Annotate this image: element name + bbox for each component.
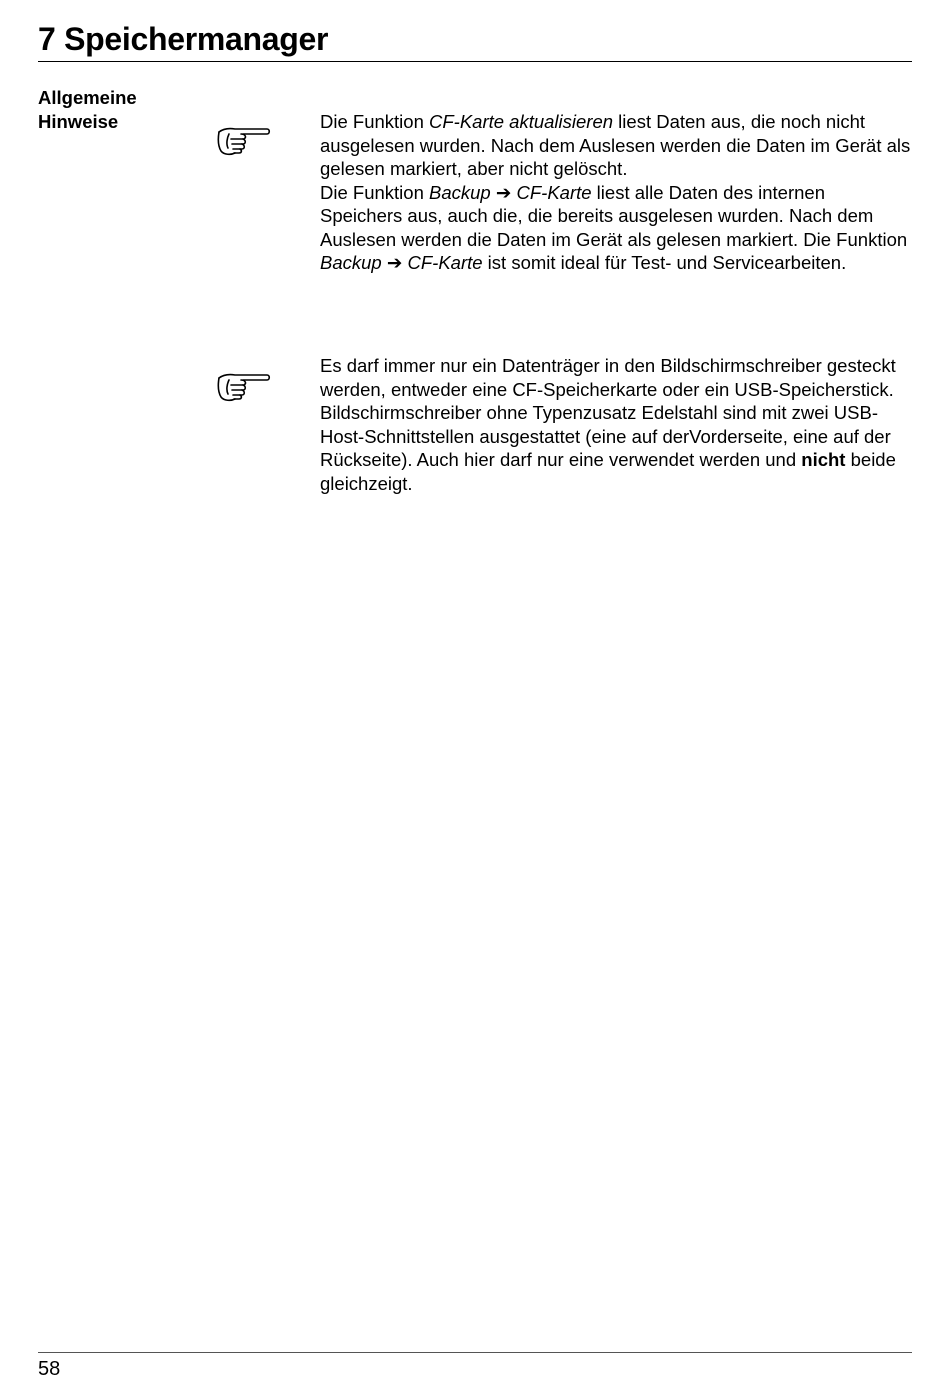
section-side-heading	[38, 86, 188, 133]
menu-term: CF-Karte	[516, 181, 592, 203]
pointing-hand-icon	[217, 126, 271, 156]
pointing-hand-icon	[217, 372, 271, 402]
emphasis: nicht	[801, 449, 846, 470]
note-1-text	[320, 110, 912, 275]
chapter-title: 7 Speichermanager	[38, 21, 329, 57]
side-heading-line-1: Allgemeine	[38, 87, 137, 108]
note-2-text	[320, 354, 912, 495]
footer-rule	[38, 1352, 912, 1353]
menu-term: CF-Karte aktualisieren	[429, 111, 614, 132]
page-number: 58	[38, 1358, 61, 1380]
header-rule	[38, 61, 912, 62]
menu-term: Backup	[429, 181, 491, 203]
arrow-icon: ➔	[490, 181, 517, 203]
side-heading-line-2: Hinweise	[38, 110, 119, 132]
arrow-icon: ➔	[381, 252, 408, 273]
note-1-paragraph-2: Die Funktion Backup ➔ CF-Karte liest alle Daten des internen Speichers aus, auch die, die bereits ausgelesen wurden. Nach dem Auslesen werden die Daten im Gerät als gelesen markiert. Die Funktion Backup ➔ CF-Karte ist somit ideal für Test- und Servicearbeiten.	[320, 181, 908, 273]
menu-term: CF-Karte	[407, 252, 483, 273]
note-1-paragraph-1: Die Funktion CF-Karte aktualisieren liest Daten aus, die noch nicht ausgelesen wurden. Nach dem Auslesen werden die Daten im Gerät als gelesen markiert, aber nicht gelöscht.	[320, 111, 911, 179]
menu-term: Backup	[320, 252, 382, 273]
note-2-paragraph-1: Es darf immer nur ein Datenträger in den Bildschirmschreiber gesteckt werden, entweder eine CF-Speicherkarte oder ein USB-Speicherstick. Bildschirmschreiber ohne Typenzusatz Edelstahl sind mit zwei USB-Host-Schnittstellen ausgestattet (eine auf derVorderseite, eine auf der Rückseite). Auch hier darf nur eine verwendet werden und nicht beide gleichzeigt.	[320, 355, 896, 494]
